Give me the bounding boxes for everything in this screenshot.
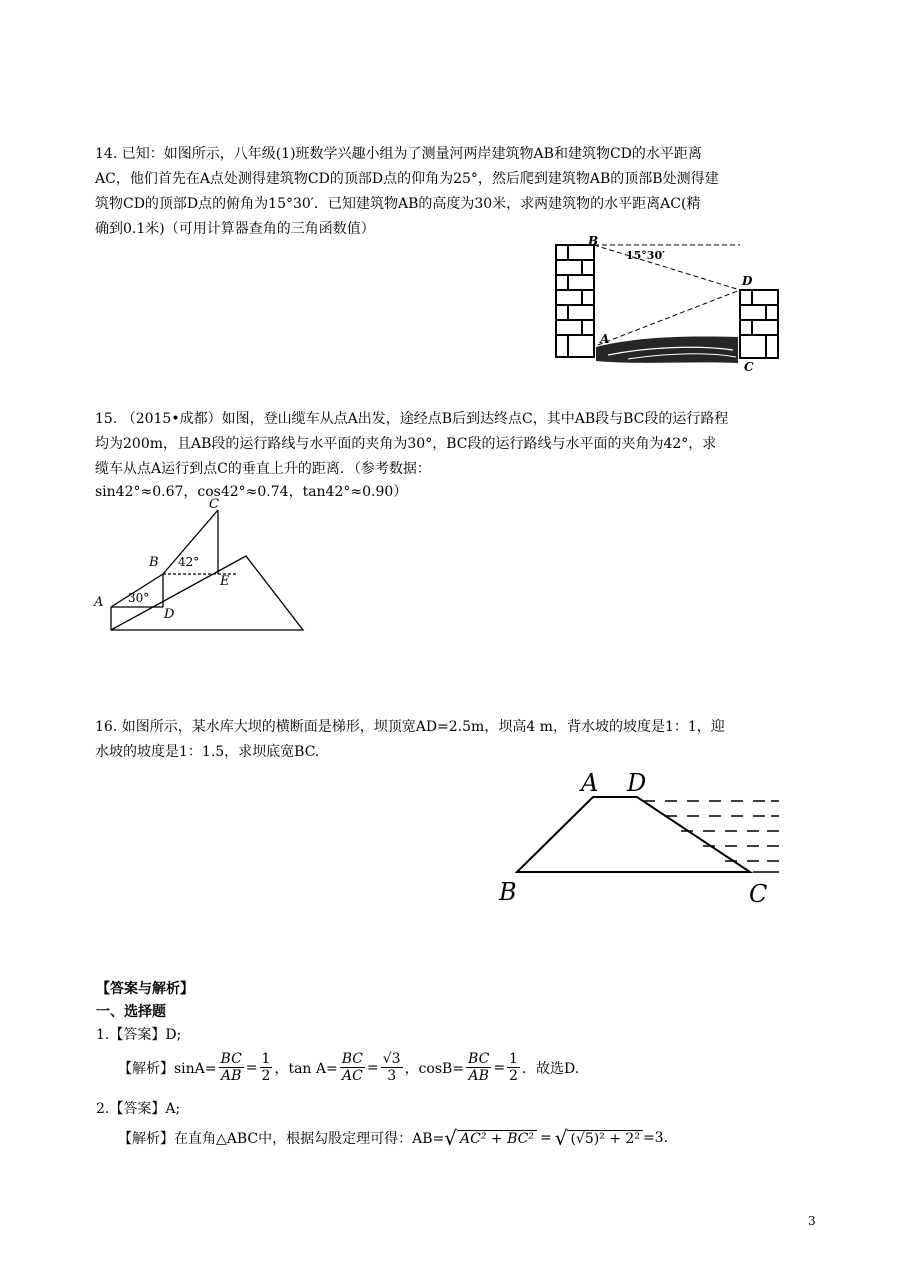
q14-label-b: B (588, 235, 599, 248)
answer-1-explanation: 【解析】sinA= $\frac{BC}{AB}$ = $\frac{1}{2}$ ，tan A= $\frac{BC}{AC}$ = $\frac{√3}{3}$ ，cosB= $\frac{BC}{AB}$ = $\frac{1}{2}$ ．故选D. (118, 1051, 580, 1084)
q15-label-d: D (164, 607, 175, 622)
answer-2: 2.【答案】A; (96, 1101, 181, 1117)
q16-label-d: D (627, 769, 647, 797)
frac-den: AB (468, 1068, 489, 1084)
q16-label-b: B (499, 878, 517, 906)
a1-cos: ，cosB= (404, 1060, 465, 1077)
q16-figure (495, 765, 790, 910)
q14-angle-label: 15°30′ (626, 249, 666, 262)
frac-num: BC (468, 1051, 490, 1067)
frac-num: BC (220, 1051, 242, 1067)
q14-figure (548, 235, 788, 375)
q15-angle-42: 42° (178, 555, 200, 569)
building-cd (740, 290, 778, 358)
q14-label-a: A (600, 332, 610, 346)
fraction-bc-ab (219, 1051, 244, 1084)
frac-num: 1 (509, 1051, 518, 1067)
fraction-1-2 (260, 1051, 273, 1084)
a2-end: =3. (642, 1130, 669, 1146)
frac-den: 2 (509, 1068, 518, 1084)
frac-den: 3 (387, 1068, 397, 1084)
river-bank-shape (596, 336, 738, 363)
a1-tan: ，tan A= (274, 1060, 338, 1077)
q14-line2: AC，他们首先在A点处测得建筑物CD的顶部D点的仰角为25°，然后爬到建筑物AB的顶部B处测得建 (95, 171, 719, 187)
answer-2-explanation: 【解析】在直角△ABC中，根据勾股定理可得：AB= √ AC² + BC² = √ (√5)² + 2² =3. (118, 1126, 669, 1150)
q15-label-c: C (209, 497, 219, 512)
frac-den: 2 (261, 1068, 271, 1084)
a2-text: 【解析】在直角△ABC中，根据勾股定理可得：AB= (118, 1131, 445, 1147)
fraction-bc-ac (340, 1051, 365, 1084)
q16-line2: 水坡的坡度是1：1.5，求坝底宽BC. (95, 744, 320, 760)
q14-line3: 筑物CD的顶部D点的俯角为15°30′．已知建筑物AB的高度为30米，求两建筑物的水平距离AC(精 (95, 196, 701, 212)
q14-label-c: C (744, 360, 754, 374)
answer-1: 1.【答案】D; (96, 1027, 182, 1043)
dam-trapezoid (517, 797, 750, 872)
building-ab (556, 245, 594, 357)
q15-label-e: E (220, 574, 230, 589)
q14-line4: 确到0.1米)（可用计算器查角的三角函数值） (95, 221, 375, 237)
section-heading: 一、选择题 (96, 1004, 166, 1020)
q15-label-b: B (149, 555, 159, 570)
a1-prefix: 【解析】sinA= (118, 1060, 217, 1077)
q15-line3: 缆车从点A运行到点C的垂直上升的距离．（参考数据： (95, 461, 431, 477)
frac-num: BC (341, 1051, 363, 1067)
depression-line (594, 245, 740, 290)
fraction-1-2-b (507, 1051, 520, 1084)
answers-heading: 【答案与解析】 (96, 981, 194, 997)
q15-line1: 15. （2015•成都）如图，登山缆车从点A出发，途经点B后到达终点C，其中AB段与BC段的运行路程 (95, 411, 729, 427)
q14-label-d: D (742, 274, 753, 288)
radicand-1: AC² + BC² (457, 1130, 537, 1147)
q16-line1: 16. 如图所示，某水库大坝的横断面是梯形，坝顶宽AD=2.5m，坝高4 m，背水坡的坡度是1：1，迎 (95, 719, 725, 735)
q16-label-c: C (749, 880, 768, 908)
frac-den: AB (220, 1068, 242, 1084)
q15-line4: sin42°≈0.67，cos42°≈0.74，tan42°≈0.90） (95, 484, 408, 500)
q16-label-a: A (581, 769, 599, 797)
q15-angle-30: 30° (128, 591, 150, 605)
frac-num: √3 (382, 1051, 401, 1067)
page-number: 3 (808, 1214, 816, 1228)
water-dashes (643, 801, 779, 872)
frac-den: AC (341, 1068, 363, 1084)
a1-end: ．故选D. (521, 1060, 580, 1077)
q15-figure (88, 496, 318, 638)
q15-line2: 均为200m，且AB段的运行路线与水平面的夹角为30°，BC段的运行路线与水平面的夹角为42°，求 (95, 436, 717, 452)
q14-line1: 14. 已知：如图所示，八年级(1)班数学兴趣小组为了测量河两岸建筑物AB和建筑物CD的水平距离 (95, 146, 702, 162)
q15-label-a: A (94, 595, 104, 610)
radicand-2: (√5)² + 2² (567, 1130, 643, 1147)
frac-num: 1 (261, 1051, 271, 1067)
fraction-sqrt3-3 (381, 1051, 403, 1084)
fraction-bc-ab-2 (466, 1051, 491, 1084)
